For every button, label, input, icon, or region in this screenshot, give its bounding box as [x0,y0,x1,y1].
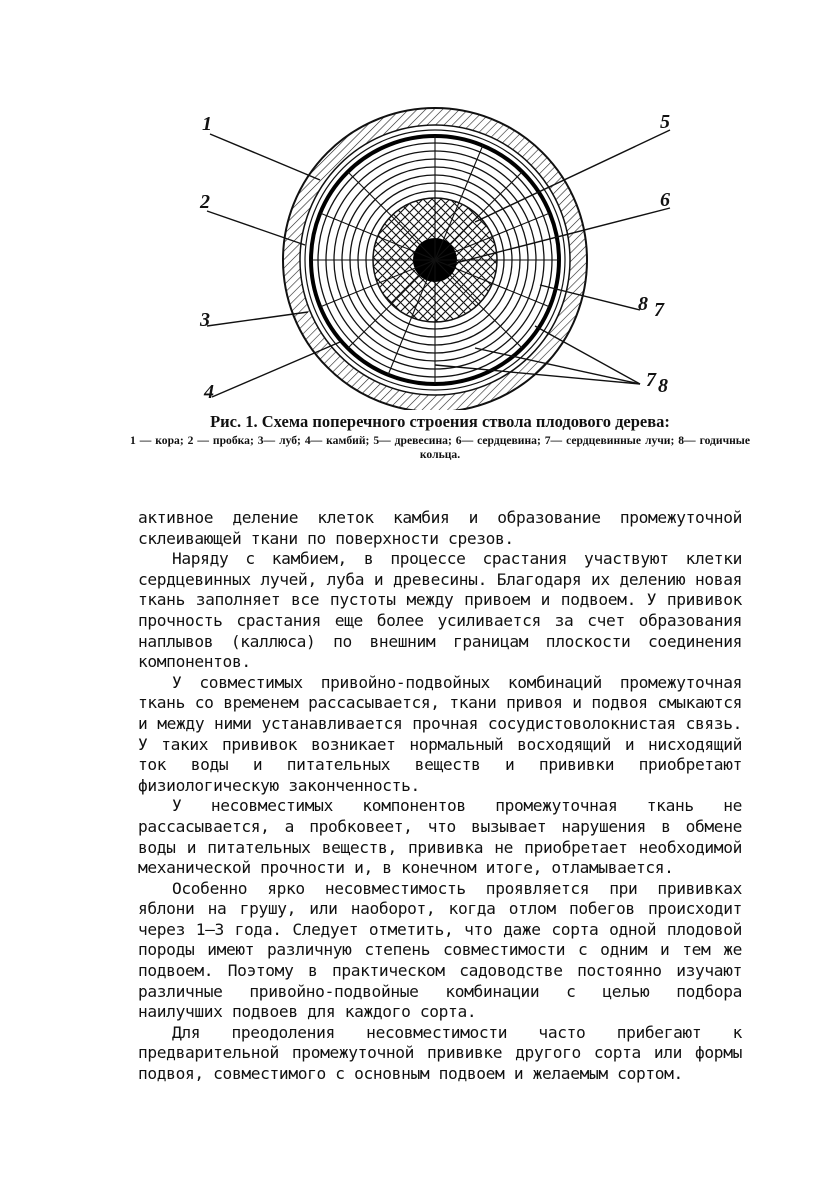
caption-legend: 1 — кора; 2 — пробка; 3— луб; 4— камбий; 5— древесина; 6— сердцевина; 7— сердцевинные лучи; 8— годичные кольца. [130,434,750,461]
figure-label-7-stray-mark: 8 [638,293,648,315]
figure-label-3: 3 [200,309,210,331]
paragraph-5: Особенно ярко несовместимость проявляется при прививках яблони на грушу, или наоборот, когда отлом побегов происходит через 1—3 года. Следует отметить, что даже сорта одной плодовой породы имеют различную степень совместимости с одним и тем же подвоем. Поэтому в практическом садоводстве постоянно изучают различные привойно-подвойные комбинации с целью подбора наилучших подвоев для каждого сорта. [138,878,742,1022]
figure-label-4: 4 [204,381,214,403]
paragraph-4: У несовместимых компонентов промежуточная ткань не рассасывается, а пробковеет, что вызывает нарушения в обмене воды и питательных веществ, прививка не приобретает необходимой механической прочности и, в конечном итоге, отламывается. [138,796,742,878]
figure-label-1: 1 [202,113,212,135]
figure-caption [130,412,750,462]
figure-label-2: 2 [200,191,210,213]
paragraph-3: У совместимых привойно-подвойных комбинаций промежуточная ткань со временем рассасывается, ткани привоя и подвоя смыкаются и между ними устанавливается прочная сосудистоволокнистая связь. У таких прививок возникает нормальный восходящий и нисходящий ток воды и питательных веществ и прививки приобретают физиологическую законченность. [138,672,742,795]
paragraph-2: Наряду с камбием, в процессе срастания участвуют клетки сердцевинных лучей, луба и древесины. Благодаря их делению новая ткань заполняет все пустоты между привоем и подвоем. У прививок прочность срастания еще более усиливается за счет образования наплывов (каллюса) по внешним границам плоскости соединения компонентов. [138,549,742,672]
trunk-cross-section-diagram [180,100,700,410]
paragraph-6: Для преодоления несовместимости часто прибегают к предварительной промежуточной прививке другого сорта или формы подвоя, совместимого с основным подвоем и желаемым сортом. [138,1022,742,1084]
figure-label-8-stray-mark: 7 [646,369,656,391]
figure-label-7: 7 [654,299,664,321]
trunk-cross-section-figure [180,100,700,410]
body-text [138,508,742,1085]
figure-label-8: 8 [658,375,668,397]
figure-label-6: 6 [660,189,670,211]
figure-label-5: 5 [660,111,670,133]
paragraph-1: активное деление клеток камбия и образование промежуточной склеивающей ткани по поверхности срезов. [138,508,742,548]
caption-title: Рис. 1. Схема поперечного строения ствола плодового дерева: [210,412,670,431]
